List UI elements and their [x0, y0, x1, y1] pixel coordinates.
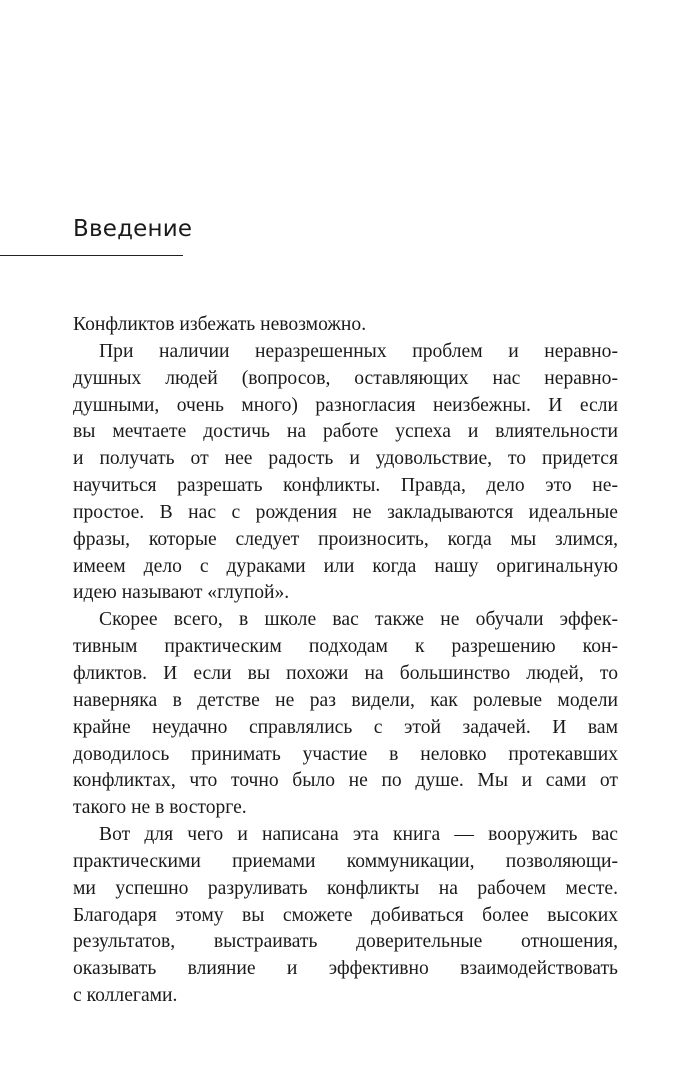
text-line: простое. В нас с рождения не закладываются идеальные — [73, 501, 618, 523]
text-line: имеем дело с дураками или когда нашу оригинальную — [73, 555, 618, 577]
text-line: тивным практическим подходам к разрешению кон- — [73, 636, 618, 658]
text-line: крайне неудачно справлялись с этой задачей. И вам — [73, 716, 618, 738]
title-underline — [0, 255, 183, 256]
text-line: идею называют «глупой». — [73, 582, 290, 604]
paragraph — [73, 312, 618, 339]
paragraph — [73, 607, 618, 822]
text-line: фразы, которые следует произносить, когда мы злимся, — [73, 528, 618, 550]
paragraph — [73, 339, 618, 607]
text-line: Скорее всего, в школе вас также не обучали эффек- — [99, 609, 618, 631]
text-line: доводилось принимать участие в неловко протекавших — [73, 743, 618, 765]
chapter-title: Введение — [73, 216, 193, 242]
body-text — [73, 312, 618, 1010]
text-line: вы мечтаете достичь на работе успеха и влиятельности — [73, 421, 618, 443]
text-line: с коллегами. — [73, 985, 178, 1007]
text-line: наверняка в детстве не раз видели, как ролевые модели — [73, 689, 618, 711]
text-line: ми успешно разруливать конфликты на рабочем месте. — [73, 877, 618, 899]
text-line: и получать от нее радость и удовольствие, то придется — [73, 448, 618, 470]
text-line: Вот для чего и написана эта книга — вооружить вас — [99, 824, 618, 846]
text-line: конфликтах, что точно было не по душе. Мы и сами от — [73, 770, 618, 792]
text-line: результатов, выстраивать доверительные отношения, — [73, 931, 618, 953]
text-line: практическими приемами коммуникации, позволяющи- — [73, 850, 618, 872]
text-line: душными, очень много) разногласия неизбежны. И если — [73, 394, 618, 416]
paragraph — [73, 822, 618, 1010]
text-line: такого не в восторге. — [73, 797, 247, 819]
text-line: фликтов. И если вы похожи на большинство людей, то — [73, 662, 618, 684]
text-line: Благодаря этому вы сможете добиваться более высоких — [73, 904, 618, 926]
text-line: оказывать влияние и эффективно взаимодействовать — [73, 958, 618, 980]
text-line: При наличии неразрешенных проблем и неравно- — [99, 340, 618, 362]
text-line: научиться разрешать конфликты. Правда, дело это не- — [73, 475, 618, 497]
text-line: Конфликтов избежать невозможно. — [73, 314, 367, 335]
text-line: душных людей (вопросов, оставляющих нас неравно- — [73, 367, 618, 389]
